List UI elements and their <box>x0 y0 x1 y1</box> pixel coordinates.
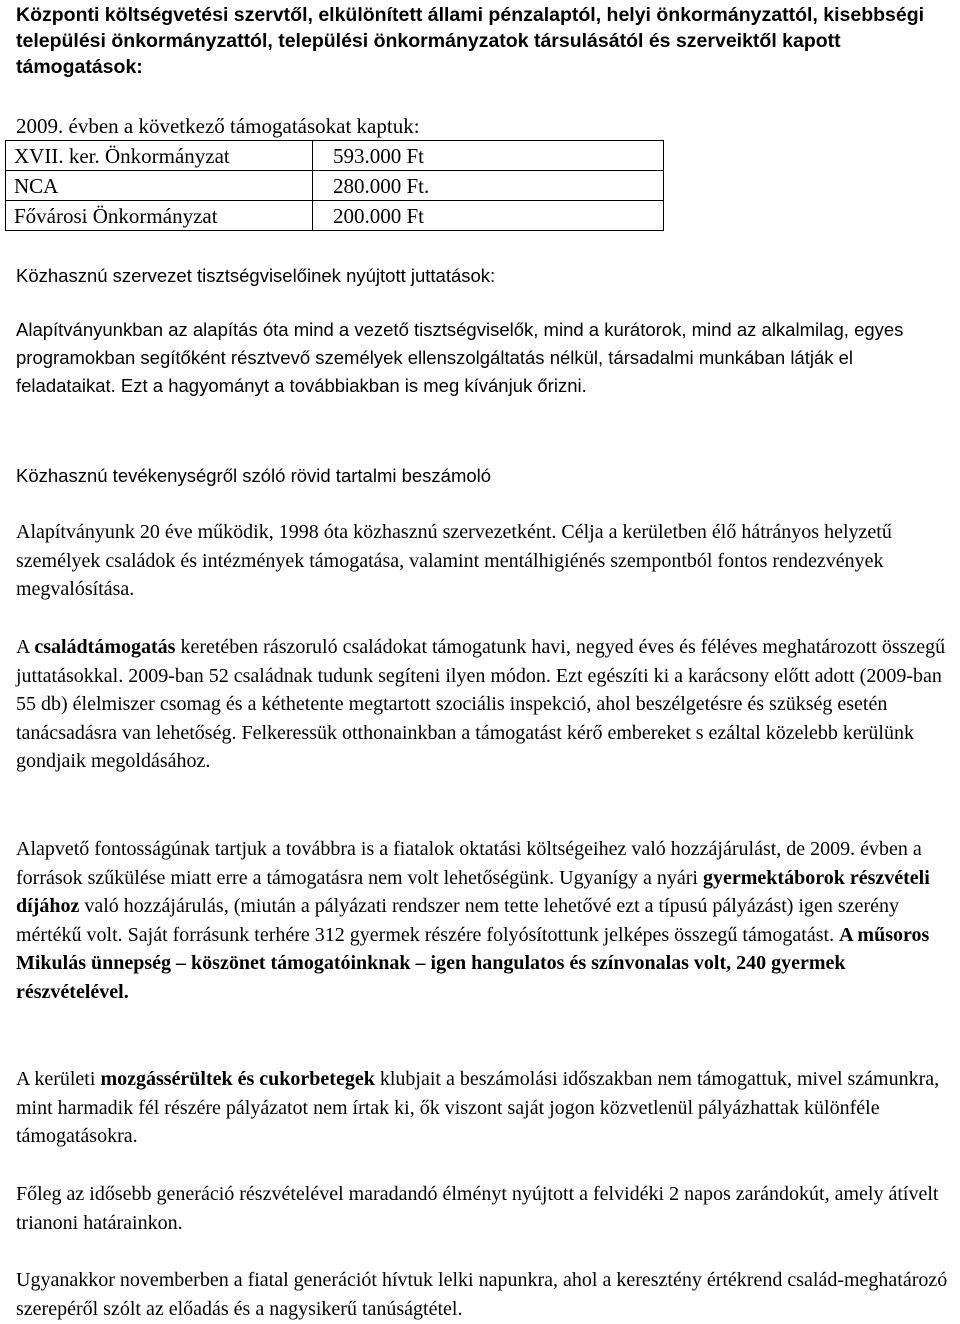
table-row <box>6 171 664 201</box>
table-row <box>6 201 664 231</box>
report-paragraph-2: A családtámogatás keretében rászoruló családokat támogatunk havi, negyed éves és féléves meghatározott összegű juttatásokkal. 2009-ban 52 családnak tudunk segíteni ilyen módon. Ezt egészíti ki a karácsony előtt adott (2009-ban 55 db) élelmiszer csomag és a kéthetente megtartott szociális inspekció, ahol beszélgetésre és szükség esetén tanácsadásra van lehetőség. Felkeressük otthonainkban a támogatást kérő embereket s ezáltal közelebb kerülünk gondjaik megoldásához. <box>16 636 946 773</box>
table-row <box>6 141 664 171</box>
report-paragraph-3: Alapvető fontosságúnak tartjuk a továbbra is a fiatalok oktatási költségeihez való hozzájárulást, de 2009. évben a források szűkülése miatt erre a támogatásra nem volt lehetőségünk. Ugyanígy a nyári gyermektáborok részvételi díjához való hozzájárulás, (miután a pályázati rendszer nem tette lehetővé ezt a típusú pályázást) igen szerény mértékű volt. Saját forrásunk terhére 312 gyermek részére folyósítottunk jelképes összegű támogatást. A műsoros Mikulás ünnepség – köszönet támogatóinknak – igen hangulatos és színvonalas volt, 240 gyermek részvételével. <box>16 838 930 1003</box>
support-amount: 280.000 Ft. <box>313 171 664 201</box>
support-table <box>5 140 664 231</box>
officials-body: Alapítványunkban az alapítás óta mind a vezető tisztségviselők, mind a kurátorok, mind az alkalmilag, egyes programokban segítőként résztvevő személyek ellenszolgáltatás nélkül, társadalmi munkában látják el feladataikat. Ezt a hagyományt a továbbiakban is meg kívánjuk őrizni. <box>16 319 904 396</box>
report-paragraph-4: A kerületi mozgássérültek és cukorbetegek klubjait a beszámolási időszakban nem támogattuk, mivel számunkra, mint harmadik fél részére pályázatot nem írtak ki, ők viszont saját jogon közvetlenül pályázhattak különféle támogatásokra. <box>16 1068 940 1148</box>
report-paragraph-6: Ugyanakkor novemberben a fiatal generációt hívtuk lelki napunkra, ahol a keresztény értékrend család-meghatározó szerepéről szólt az előadás és a nagysikerű tanúságtétel. <box>16 1269 948 1320</box>
support-name: XVII. ker. Önkormányzat <box>6 141 313 171</box>
support-amount: 200.000 Ft <box>313 201 664 231</box>
report-paragraph-5: Főleg az idősebb generáció részvételével maradandó élményt nyújtott a felvidéki 2 napos zarándokút, amely átívelt trianoni határainkon. <box>16 1183 939 1234</box>
support-heading: Központi költségvetési szervtől, elkülönített állami pénzalaptól, helyi önkormányzattól, kisebbségi települési önkormányzattól, települési önkormányzatok társulásától és szerveiktől kapott támogatások: <box>16 4 925 78</box>
report-heading: Közhasznú tevékenységről szóló rövid tartalmi beszámoló <box>16 465 492 486</box>
officials-heading: Közhasznú szervezet tisztségviselőinek nyújtott juttatások: <box>16 265 496 286</box>
support-amount: 593.000 Ft <box>313 141 664 171</box>
report-paragraph-1: Alapítványunk 20 éve működik, 1998 óta közhasznú szervezetként. Célja a kerületben élő hátrányos helyzetű személyek családok és intézmények támogatása, valamint mentálhigiénés szempontból fontos rendezvények megvalósítása. <box>16 521 892 601</box>
support-name: Fővárosi Önkormányzat <box>6 201 313 231</box>
support-intro: 2009. évben a következő támogatásokat kaptuk: <box>16 114 420 138</box>
support-name: NCA <box>6 171 313 201</box>
